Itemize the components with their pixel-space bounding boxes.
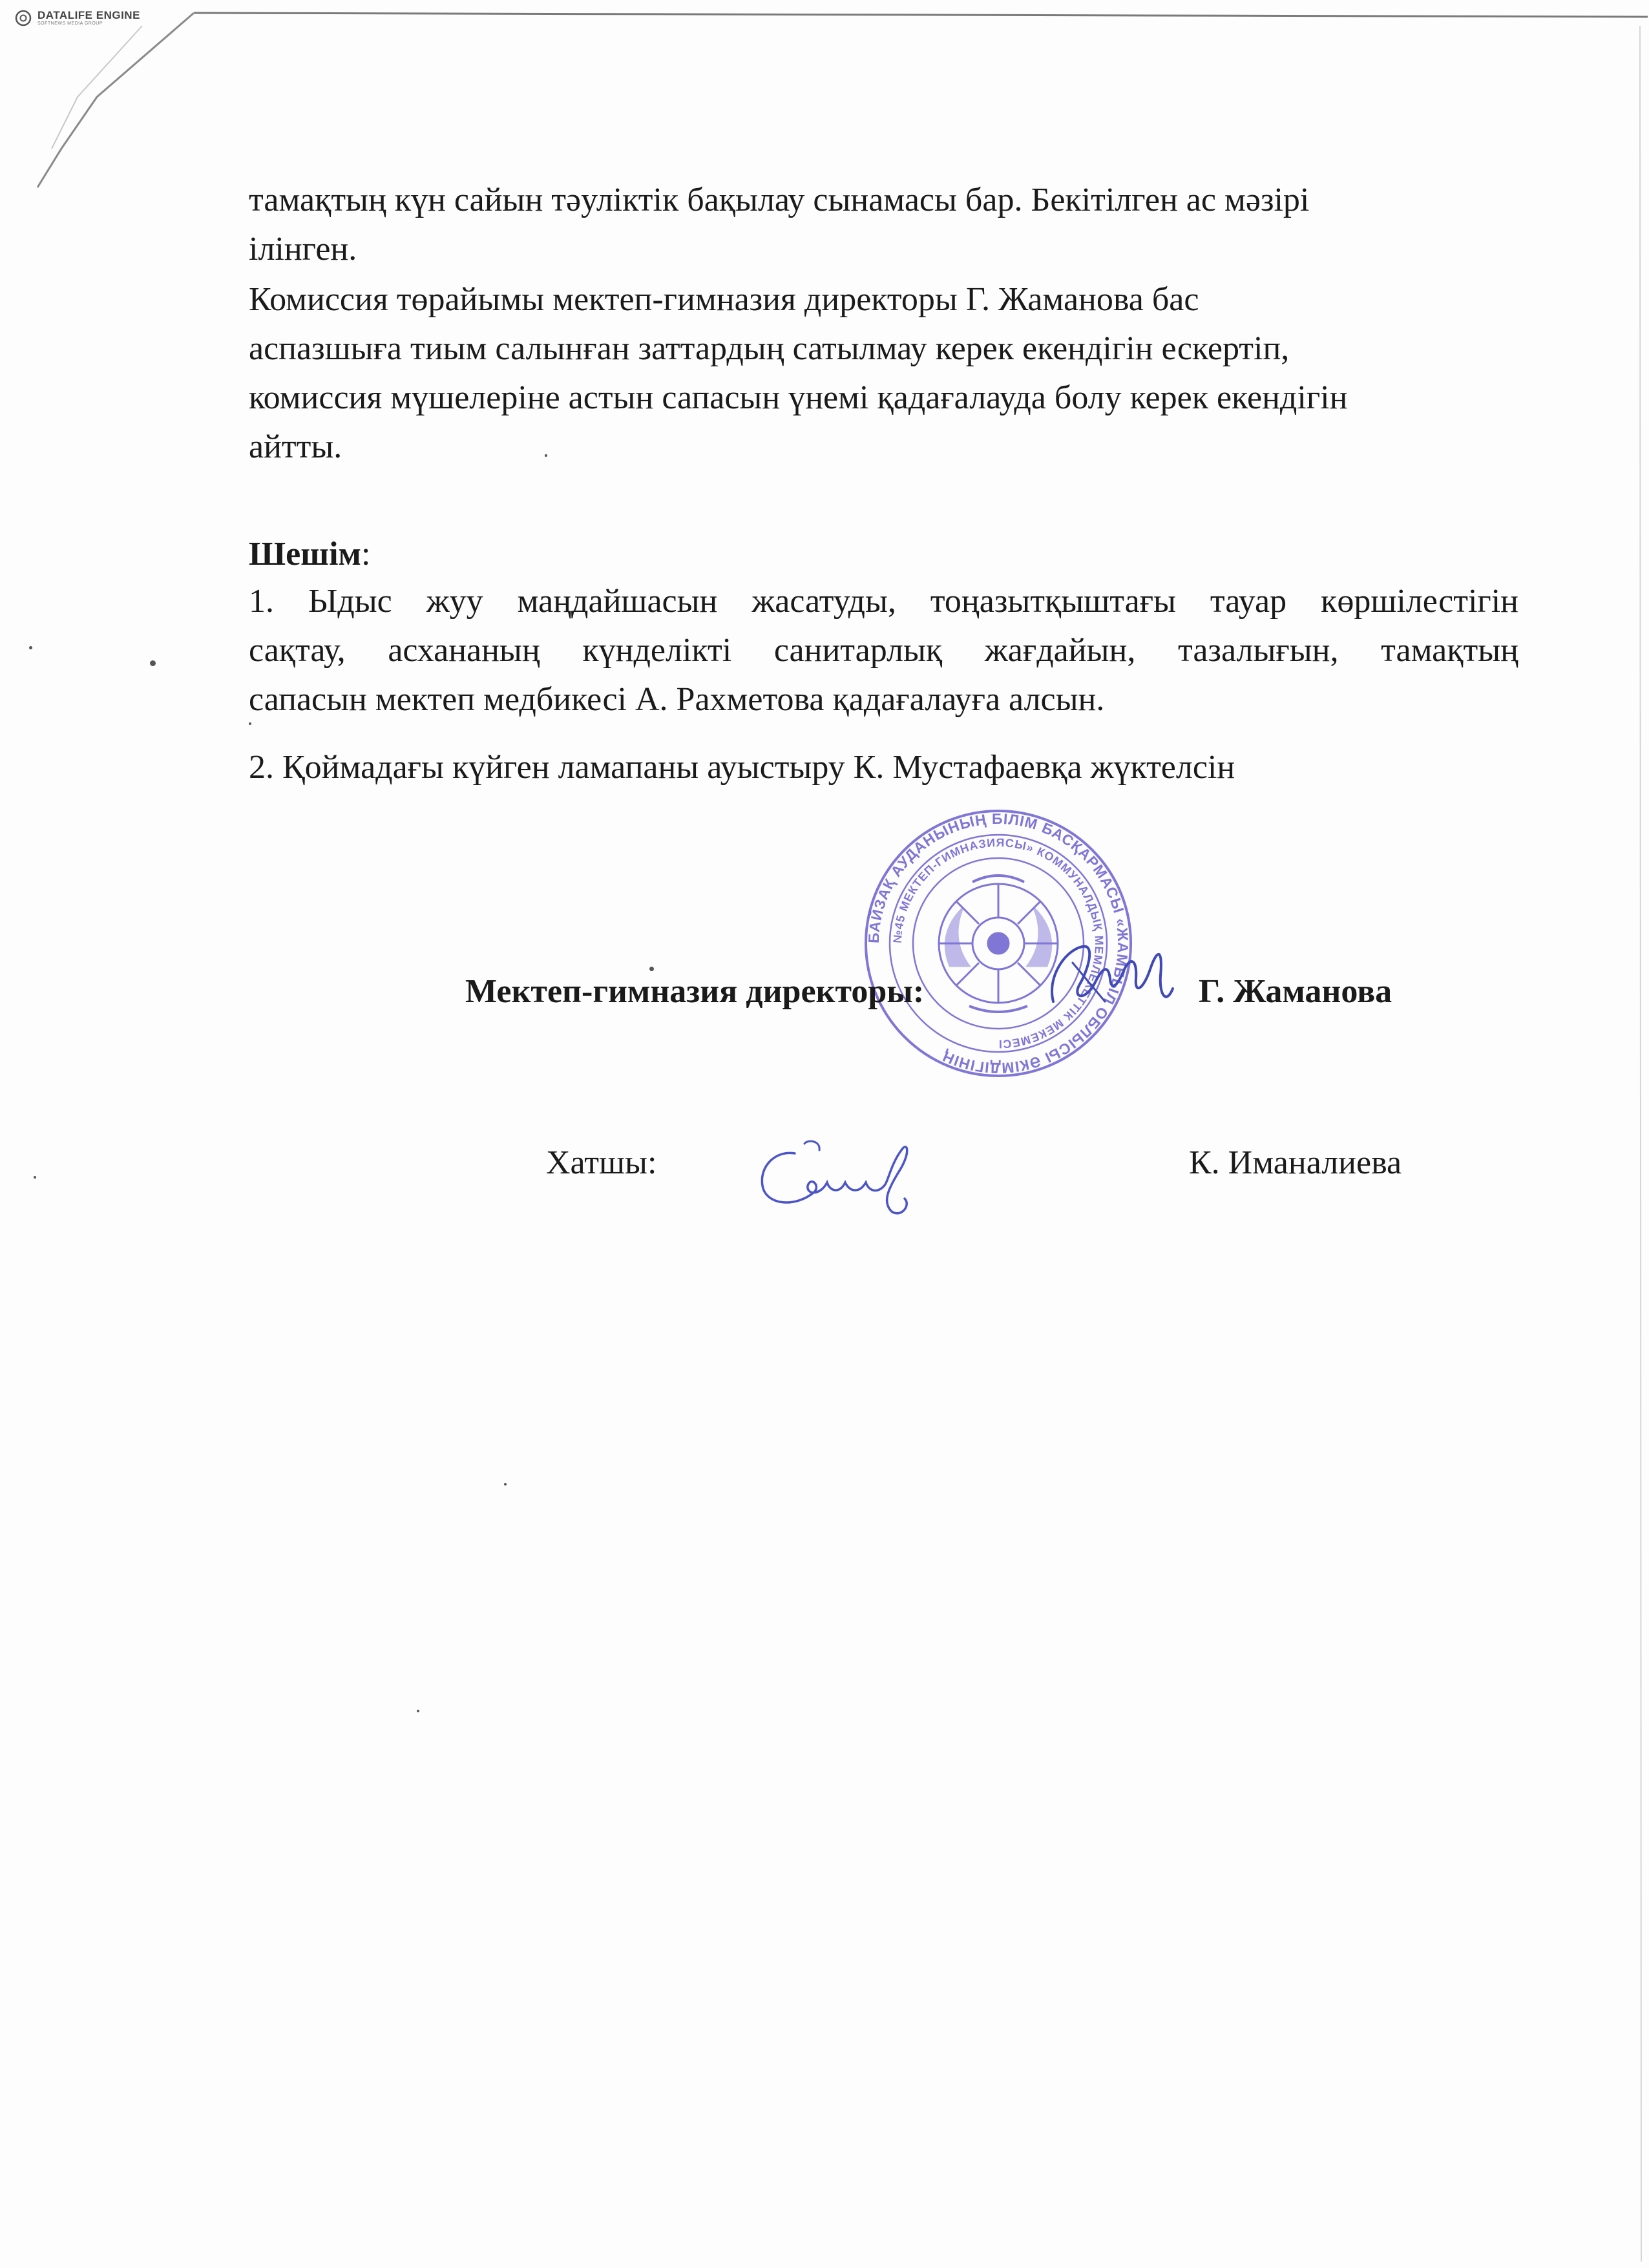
datalife-logo-icon [14, 9, 32, 27]
director-name: Г. Жаманова [1199, 973, 1392, 1010]
text-line: Комиссия төрайымы мектеп-гимназия директоры Г. Жаманова бас [249, 281, 1199, 318]
secretary-name: К. Иманалиева [1189, 1144, 1402, 1181]
paragraph-2 [249, 275, 1522, 472]
watermark-subtitle: SOFTNEWS MEDIA GROUP [37, 21, 103, 26]
watermark-title: DATALIFE ENGINE [37, 9, 140, 21]
director-label: Мектеп-гимназия директоры: [465, 973, 925, 1010]
text-line: сақтау, асхананың күнделікті санитарлық жағдайын, тазалығын, тамақтың [249, 632, 1518, 669]
text-line: ілінген. [249, 231, 357, 268]
scan-speck [545, 454, 547, 457]
text-line: комиссия мүшелеріне астын сапасын үнемі қадағалауда болу керек екендігін [249, 379, 1348, 416]
decision-heading-colon: : [361, 536, 371, 572]
scan-speck [249, 722, 251, 725]
svg-text:№45 МЕКТЕП-ГИМНАЗИЯСЫ» КОММУНА: №45 МЕКТЕП-ГИМНАЗИЯСЫ» КОММУНАЛДЫҚ МЕМЛЕКЕТТІК МЕКЕМЕСІ [890, 835, 1106, 1051]
text-line: 1. Ыдыс жуу маңдайшасын жасатуды, тоңазытқыштағы тауар көршілестігін [249, 583, 1518, 620]
text-line: тамақтың күн сайын тәуліктік бақылау сынамасы бар. Бекітілген ас мәзірі [249, 182, 1310, 218]
scan-speck [417, 1710, 419, 1712]
director-signature [1034, 924, 1189, 1034]
scan-speck [34, 1176, 36, 1179]
text-line: сапасын мектеп медбикесі А. Рахметова қадағалауға алсын. [249, 681, 1105, 718]
decision-1 [249, 577, 1518, 724]
decision-heading-row [249, 530, 1522, 579]
scan-speck [150, 660, 156, 666]
decision-heading: Шешім [249, 536, 361, 572]
secretary-signature [743, 1115, 937, 1224]
scan-speck [504, 1483, 507, 1486]
text-line: айтты. [249, 428, 342, 465]
scan-speck [649, 967, 654, 971]
text-line: 2. Қоймадағы күйген ламапаны ауыстыру К. Мустафаевқа жүктелсін [249, 749, 1235, 786]
text-line: аспазшыға тиым салынған заттардың сатылмау керек екендігін ескертіп, [249, 330, 1290, 367]
paragraph-1 [249, 176, 1522, 274]
decision-2 [249, 743, 1522, 792]
secretary-label: Хатшы: [546, 1144, 657, 1181]
scan-speck [29, 646, 32, 649]
svg-text:БАЙЗАҚ АУДАНЫНЫҢ БІЛІМ БАСҚАРМ: БАЙЗАҚ АУДАНЫНЫҢ БІЛІМ БАСҚАРМАСЫ «ЖАМБЫЛ ОБЛЫСЫ ӘКІМДІГІНІҢ [865, 810, 1132, 1077]
datalife-engine-watermark [14, 9, 140, 27]
